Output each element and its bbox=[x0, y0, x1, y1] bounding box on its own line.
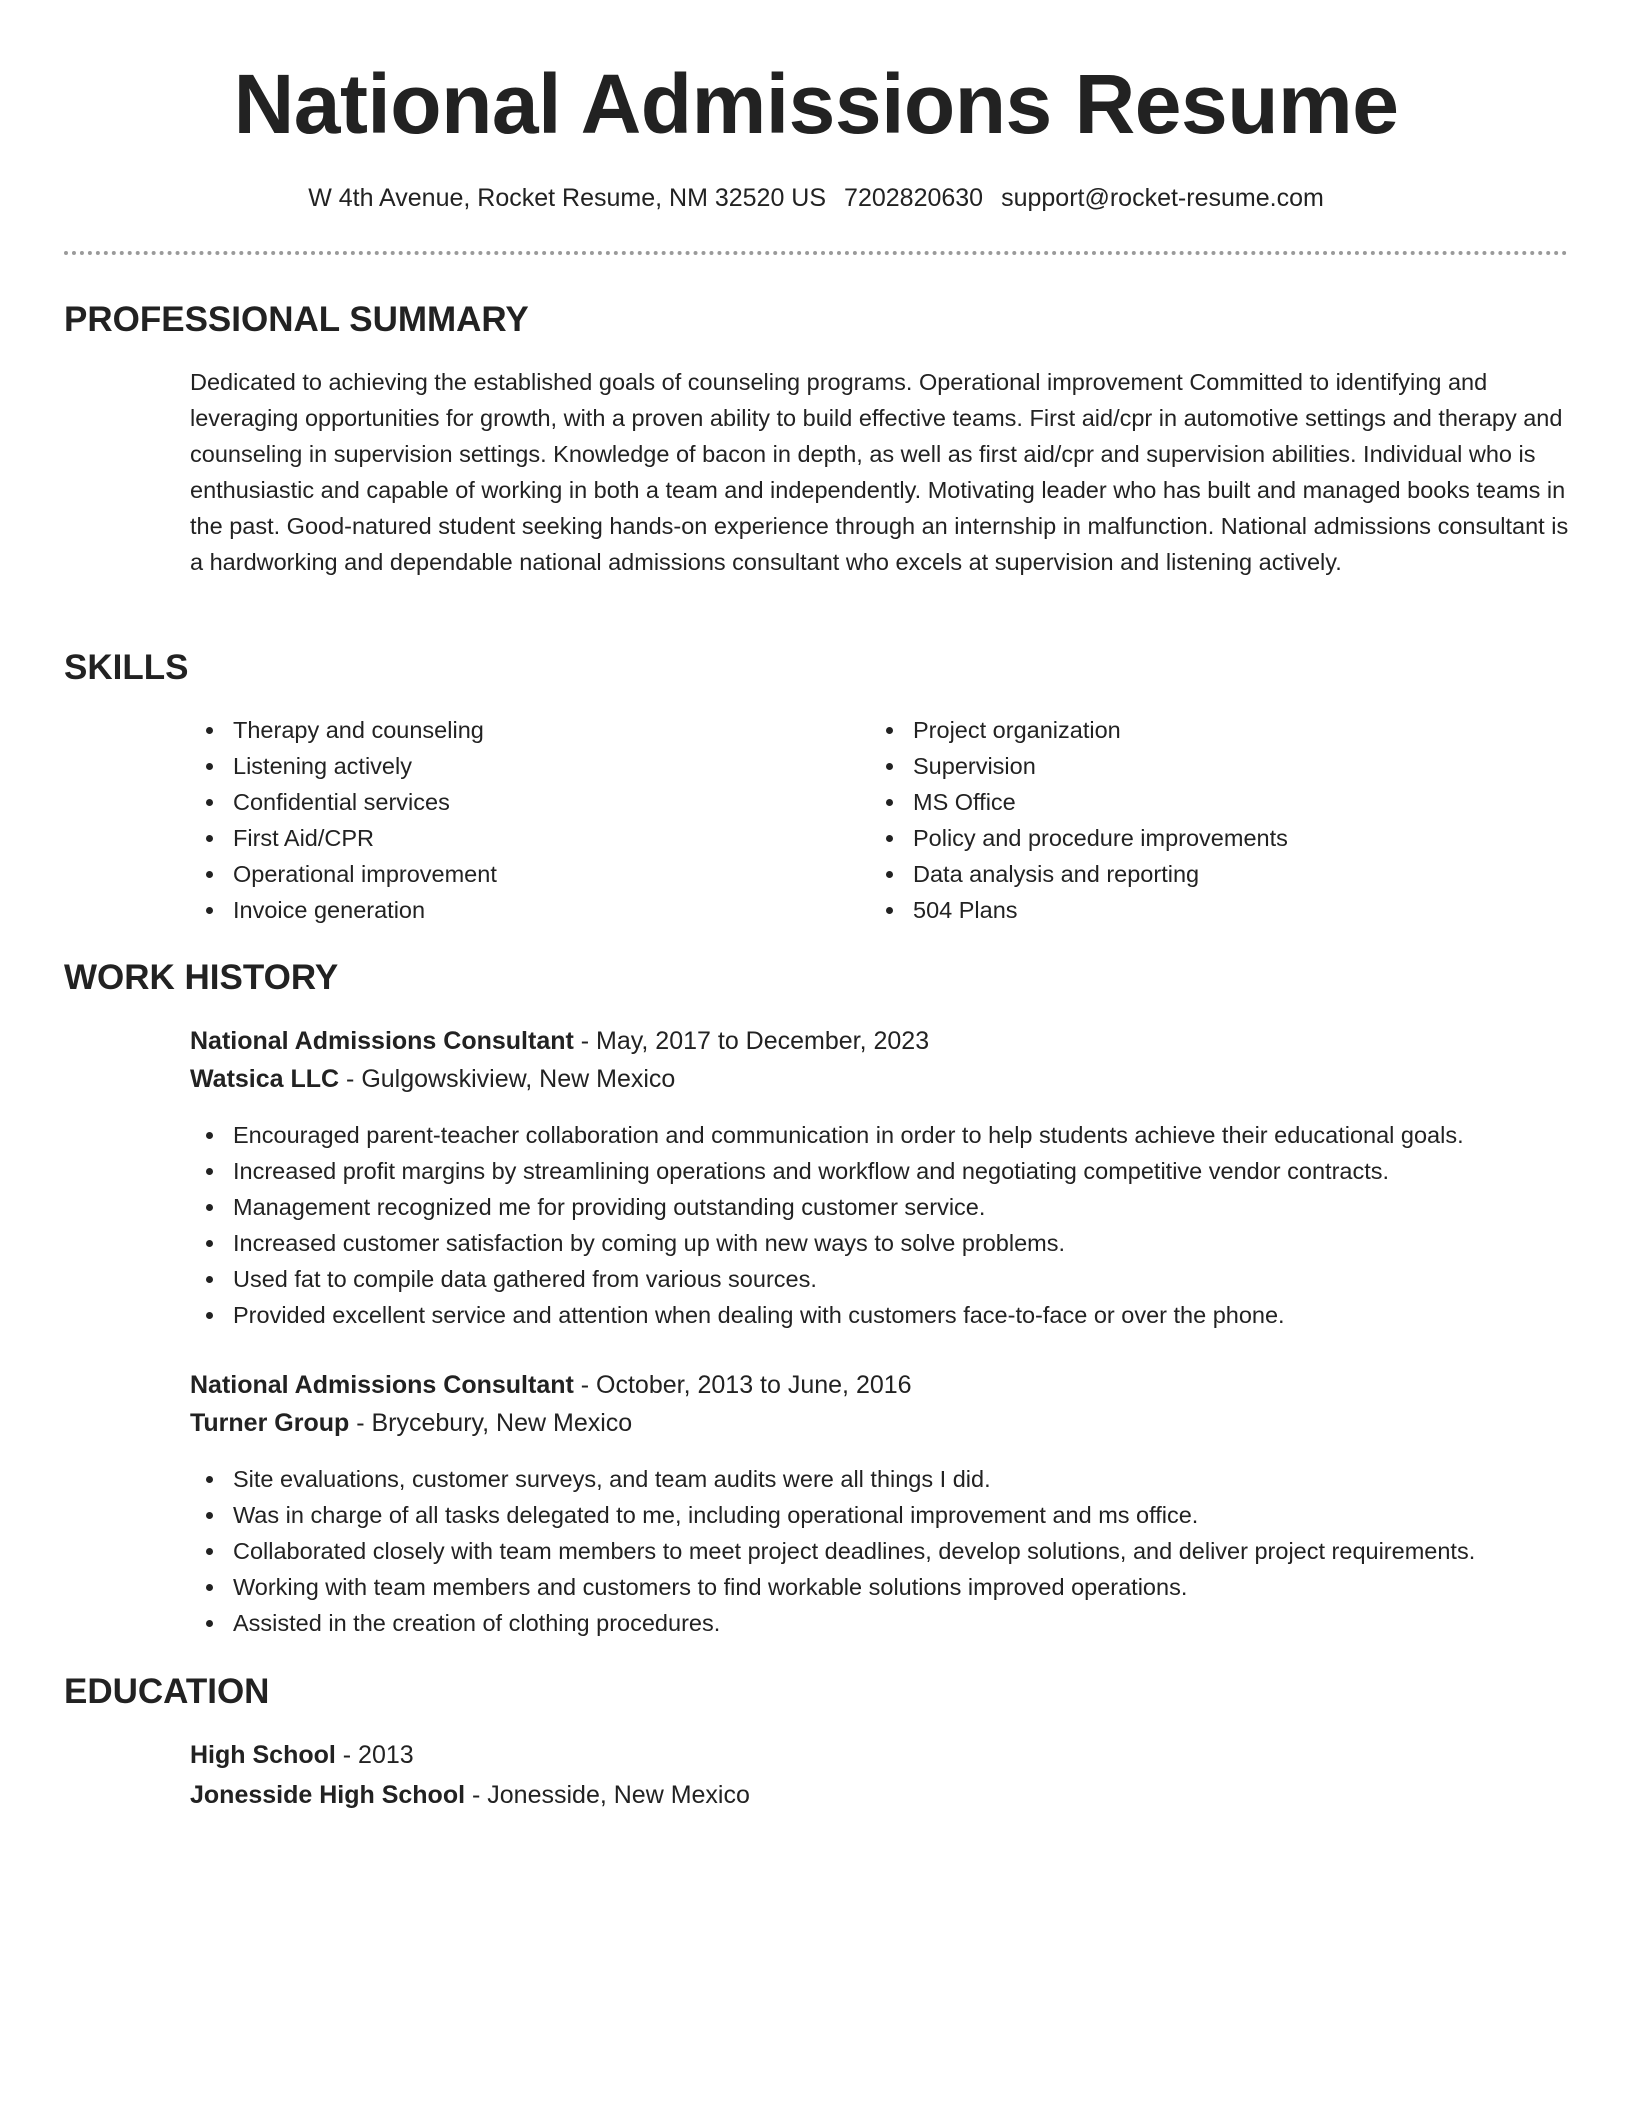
job-location: - Gulgowskiview, New Mexico bbox=[339, 1065, 676, 1093]
skills-list-right bbox=[870, 712, 1288, 928]
job-title-line bbox=[190, 1022, 929, 1060]
job-bullet: Collaborated closely with team members to meet project deadlines, develop solutions, and deliver project requirements. bbox=[190, 1533, 1475, 1569]
education-degree: High School bbox=[190, 1741, 336, 1769]
job-dates: - October, 2013 to June, 2016 bbox=[573, 1371, 912, 1399]
skills-heading: SKILLS bbox=[64, 648, 189, 687]
skill-item: Data analysis and reporting bbox=[870, 856, 1288, 892]
skill-item: Listening actively bbox=[190, 748, 497, 784]
skill-item: First Aid/CPR bbox=[190, 820, 497, 856]
skill-item: 504 Plans bbox=[870, 892, 1288, 928]
skills-list-left bbox=[190, 712, 497, 928]
contact-address: W 4th Avenue, Rocket Resume, NM 32520 US bbox=[308, 184, 827, 212]
skill-item: Therapy and counseling bbox=[190, 712, 497, 748]
contact-email: support@rocket-resume.com bbox=[1001, 184, 1324, 212]
education-degree-line bbox=[190, 1736, 414, 1774]
education-location: - Jonesside, New Mexico bbox=[465, 1781, 750, 1809]
education-year: - 2013 bbox=[335, 1741, 414, 1769]
job-bullet: Site evaluations, customer surveys, and team audits were all things I did. bbox=[190, 1461, 1475, 1497]
contact-phone: 7202820630 bbox=[844, 184, 984, 212]
skill-item: MS Office bbox=[870, 784, 1288, 820]
job-bullet: Assisted in the creation of clothing procedures. bbox=[190, 1605, 1475, 1641]
skill-item: Project organization bbox=[870, 712, 1288, 748]
job-bullet: Provided excellent service and attention when dealing with customers face-to-face or over the phone. bbox=[190, 1297, 1464, 1333]
job-dates: - May, 2017 to December, 2023 bbox=[573, 1027, 930, 1055]
work-heading: WORK HISTORY bbox=[64, 958, 339, 997]
job-bullet: Increased customer satisfaction by coming up with new ways to solve problems. bbox=[190, 1225, 1464, 1261]
job-company-line bbox=[190, 1060, 675, 1098]
job-bullet: Working with team members and customers to find workable solutions improved operations. bbox=[190, 1569, 1475, 1605]
education-heading: EDUCATION bbox=[64, 1672, 270, 1711]
skill-item: Supervision bbox=[870, 748, 1288, 784]
education-school: Jonesside High School bbox=[190, 1781, 466, 1809]
job-bullet: Used fat to compile data gathered from various sources. bbox=[190, 1261, 1464, 1297]
job-company: Watsica LLC bbox=[190, 1065, 340, 1093]
contact-line bbox=[0, 178, 1632, 218]
job-company-line bbox=[190, 1404, 632, 1442]
header-divider bbox=[64, 251, 1568, 255]
job-bullet: Was in charge of all tasks delegated to me, including operational improvement and ms office. bbox=[190, 1497, 1475, 1533]
summary-heading: PROFESSIONAL SUMMARY bbox=[64, 300, 529, 339]
job-bullet: Encouraged parent-teacher collaboration and communication in order to help students achieve their educational goals. bbox=[190, 1117, 1464, 1153]
job-bullets bbox=[190, 1117, 1464, 1333]
job-title-line bbox=[190, 1366, 912, 1404]
skill-item: Policy and procedure improvements bbox=[870, 820, 1288, 856]
job-bullet: Increased profit margins by streamlining operations and workflow and negotiating competitive vendor contracts. bbox=[190, 1153, 1464, 1189]
skill-item: Confidential services bbox=[190, 784, 497, 820]
job-bullet: Management recognized me for providing outstanding customer service. bbox=[190, 1189, 1464, 1225]
skill-item: Invoice generation bbox=[190, 892, 497, 928]
resume-name: National Admissions Resume bbox=[233, 57, 1399, 151]
job-role: National Admissions Consultant bbox=[190, 1027, 574, 1055]
job-company: Turner Group bbox=[190, 1409, 350, 1437]
skill-item: Operational improvement bbox=[190, 856, 497, 892]
summary-text: Dedicated to achieving the established goals of counseling programs. Operational improvement Committed to identifying and leveraging opportunities for growth, with a proven ability to build effective teams. First aid/cpr in automotive settings and therapy and counseling in supervision settings. Knowledge of bacon in depth, as well as first aid/cpr and supervision abilities. Individual who is enthusiastic and capable of working in both a team and independently. Motivating leader who has built and managed books teams in the past. Good-natured student seeking hands-on experience through an internship in malfunction. National admissions consultant is a hardworking and dependable national admissions consultant who excels at supervision and listening actively. bbox=[190, 369, 1569, 575]
job-role: National Admissions Consultant bbox=[190, 1371, 574, 1399]
job-bullets bbox=[190, 1461, 1475, 1641]
education-school-line bbox=[190, 1776, 750, 1814]
job-location: - Brycebury, New Mexico bbox=[349, 1409, 633, 1437]
